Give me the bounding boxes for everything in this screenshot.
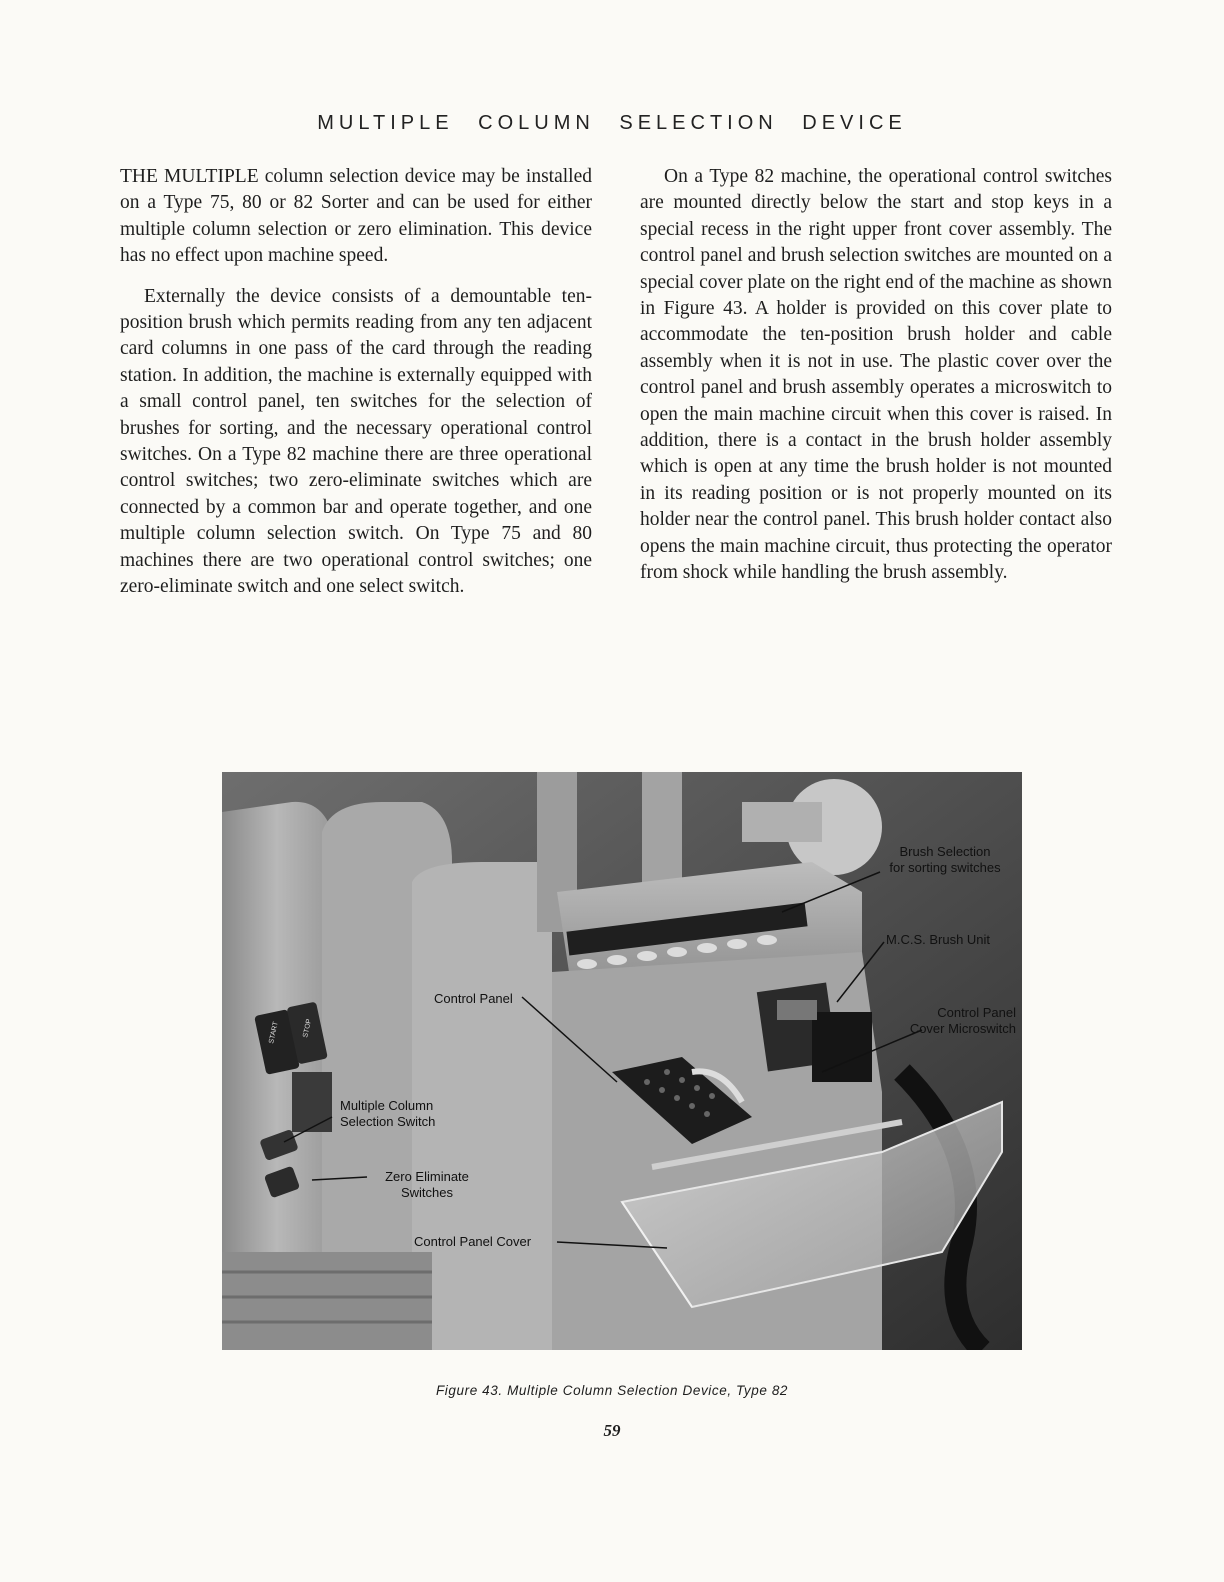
figure-photo: [222, 772, 1022, 1350]
callout-panel-cover: Control Panel Cover: [414, 1234, 532, 1249]
paragraph: Externally the device consists of a demountable ten-position brush which permits reading from any ten adjacent card columns in one pass of the card through the reading station. In addition, the machine is externally equipped with a small control panel, ten switches for the selection of brushes for sorting, and the necessary operational control switches. On a Type 82 machine there are three operational control switches; two zero-eliminate switches which are connected by a common bar and operate together, and one multiple column selection switch. On Type 75 and 80 machines there are two operational control switches; one zero-eliminate switch and one select switch.: [120, 285, 592, 598]
callout-mcs-switch: Multiple Column Selection Switch: [340, 1098, 436, 1129]
page-number: 59: [603, 1421, 621, 1440]
paragraph: THE MULTIPLE column selection device may be installed on a Type 75, 80 or 82 Sorter and can be used for either multiple column selection or zero elimination. This device has no effect upon machine speed.: [120, 166, 592, 267]
callout-zero-eliminate: Zero Eliminate Switches: [385, 1169, 469, 1200]
callout-cover-microswitch: Control Panel Cover Microswitch: [909, 1005, 1016, 1036]
page-title: MULTIPLE COLUMN SELECTION DEVICE: [317, 112, 907, 134]
start-key-label: START: [268, 1021, 280, 1045]
callout-brush-selection: Brush Selection for sorting switches: [889, 844, 1001, 875]
stop-key-label: STOP: [302, 1018, 314, 1039]
callout-control-panel: Control Panel: [434, 991, 513, 1006]
left-column: [120, 164, 592, 615]
callout-brush-unit: M.C.S. Brush Unit: [886, 932, 991, 947]
right-column: [640, 164, 1112, 601]
paragraph: On a Type 82 machine, the operational control switches are mounted directly below the start and stop keys in a special recess in the right upper front cover assembly. The control panel and brush selection switches are mounted on a special cover plate on the right end of the machine as shown in Figure 43. A holder is provided on this cover plate to accommodate the ten-position brush holder and cable assembly when it is not in use. The plastic cover over the control panel and brush assembly operates a microswitch to open the main machine circuit when this cover is raised. In addition, there is a contact in the brush holder assembly which is open at any time the brush holder is not mounted in its reading position or is not properly mounted on its holder near the control panel. This brush holder contact also opens the main machine circuit, thus protecting the operator from shock while handling the brush assembly.: [640, 166, 1112, 584]
figure-caption: Figure 43. Multiple Column Selection Device, Type 82: [435, 1383, 789, 1398]
